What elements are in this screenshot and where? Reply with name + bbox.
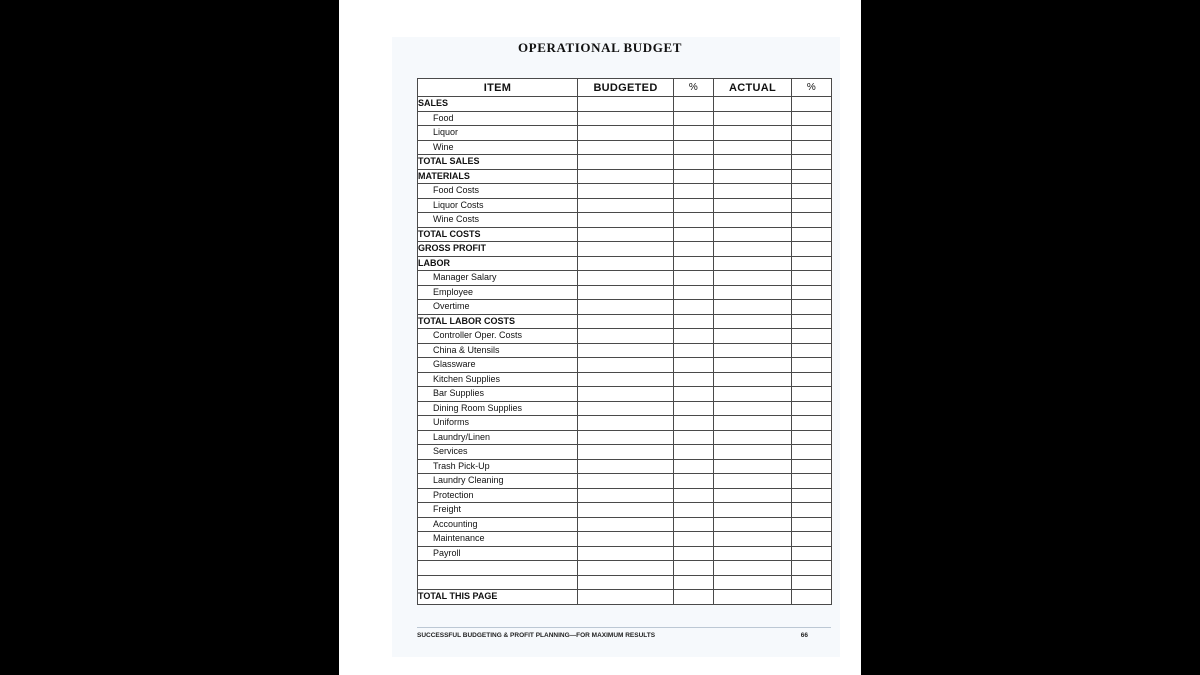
- actual-cell: [714, 488, 792, 503]
- actual-pct-cell: [792, 503, 832, 518]
- budgeted-cell: [578, 387, 674, 402]
- item-label-cell: Liquor: [418, 126, 578, 141]
- actual-cell: [714, 140, 792, 155]
- table-row: [418, 285, 832, 300]
- actual-pct-cell: [792, 314, 832, 329]
- item-label-cell: China & Utensils: [418, 343, 578, 358]
- actual-cell: [714, 459, 792, 474]
- actual-cell: [714, 285, 792, 300]
- page-title: OPERATIONAL BUDGET: [517, 40, 683, 55]
- table-row: [418, 532, 832, 547]
- table-row: [418, 314, 832, 329]
- budgeted-cell: [578, 416, 674, 431]
- table-row: [418, 546, 832, 561]
- budgeted-cell: [578, 97, 674, 112]
- item-label-cell: Dining Room Supplies: [418, 401, 578, 416]
- item-label-cell: Accounting: [418, 517, 578, 532]
- item-label-cell: Services: [418, 445, 578, 460]
- item-label-cell: Food: [418, 111, 578, 126]
- budgeted-cell: [578, 242, 674, 257]
- table-row: [418, 416, 832, 431]
- budgeted-pct-cell: [674, 343, 714, 358]
- actual-pct-cell: [792, 329, 832, 344]
- item-label-cell: TOTAL LABOR COSTS: [418, 314, 578, 329]
- page-footer: [417, 627, 831, 639]
- actual-cell: [714, 227, 792, 242]
- budgeted-cell: [578, 213, 674, 228]
- actual-cell: [714, 372, 792, 387]
- actual-cell: [714, 256, 792, 271]
- column-header-budgeted: BUDGETED: [578, 79, 674, 97]
- budgeted-cell: [578, 111, 674, 126]
- table-row: [418, 358, 832, 373]
- item-label-cell: SALES: [418, 97, 578, 112]
- item-label-cell: GROSS PROFIT: [418, 242, 578, 257]
- budgeted-pct-cell: [674, 401, 714, 416]
- budget-table: [417, 78, 832, 605]
- budgeted-pct-cell: [674, 372, 714, 387]
- table-row: [418, 474, 832, 489]
- actual-cell: [714, 111, 792, 126]
- actual-pct-cell: [792, 459, 832, 474]
- table-row: [418, 575, 832, 590]
- item-label-cell: Food Costs: [418, 184, 578, 199]
- actual-pct-cell: [792, 590, 832, 605]
- budgeted-pct-cell: [674, 416, 714, 431]
- item-label-cell: TOTAL COSTS: [418, 227, 578, 242]
- item-label-cell: [418, 561, 578, 576]
- table-row: [418, 155, 832, 170]
- actual-cell: [714, 213, 792, 228]
- budgeted-cell: [578, 329, 674, 344]
- budgeted-pct-cell: [674, 387, 714, 402]
- table-row: [418, 503, 832, 518]
- actual-pct-cell: [792, 358, 832, 373]
- column-header-actual-pct: %: [792, 79, 832, 97]
- table-row: [418, 271, 832, 286]
- actual-pct-cell: [792, 474, 832, 489]
- item-label-cell: Laundry/Linen: [418, 430, 578, 445]
- table-row: [418, 459, 832, 474]
- budgeted-pct-cell: [674, 503, 714, 518]
- budgeted-cell: [578, 445, 674, 460]
- budgeted-pct-cell: [674, 459, 714, 474]
- actual-pct-cell: [792, 169, 832, 184]
- table-header-row: [418, 79, 832, 97]
- item-label-cell: TOTAL SALES: [418, 155, 578, 170]
- actual-pct-cell: [792, 575, 832, 590]
- actual-cell: [714, 445, 792, 460]
- budgeted-pct-cell: [674, 155, 714, 170]
- actual-cell: [714, 169, 792, 184]
- item-label-cell: Freight: [418, 503, 578, 518]
- actual-cell: [714, 184, 792, 199]
- actual-cell: [714, 97, 792, 112]
- actual-pct-cell: [792, 387, 832, 402]
- budgeted-cell: [578, 227, 674, 242]
- budgeted-pct-cell: [674, 184, 714, 199]
- table-row: [418, 372, 832, 387]
- budgeted-cell: [578, 372, 674, 387]
- actual-pct-cell: [792, 517, 832, 532]
- actual-cell: [714, 155, 792, 170]
- actual-pct-cell: [792, 546, 832, 561]
- budgeted-cell: [578, 474, 674, 489]
- budgeted-cell: [578, 488, 674, 503]
- actual-pct-cell: [792, 97, 832, 112]
- item-label-cell: Bar Supplies: [418, 387, 578, 402]
- item-label-cell: Wine Costs: [418, 213, 578, 228]
- table-row: [418, 169, 832, 184]
- table-row: [418, 213, 832, 228]
- actual-pct-cell: [792, 271, 832, 286]
- budgeted-cell: [578, 314, 674, 329]
- actual-cell: [714, 430, 792, 445]
- budgeted-pct-cell: [674, 532, 714, 547]
- column-header-budgeted-pct: %: [674, 79, 714, 97]
- budgeted-pct-cell: [674, 97, 714, 112]
- actual-pct-cell: [792, 242, 832, 257]
- budgeted-cell: [578, 300, 674, 315]
- budgeted-pct-cell: [674, 300, 714, 315]
- actual-cell: [714, 575, 792, 590]
- actual-pct-cell: [792, 561, 832, 576]
- table-row: [418, 140, 832, 155]
- budgeted-pct-cell: [674, 126, 714, 141]
- actual-pct-cell: [792, 488, 832, 503]
- table-row: [418, 590, 832, 605]
- budgeted-pct-cell: [674, 227, 714, 242]
- budgeted-pct-cell: [674, 169, 714, 184]
- budgeted-pct-cell: [674, 111, 714, 126]
- table-row: [418, 184, 832, 199]
- item-label-cell: Wine: [418, 140, 578, 155]
- column-header-item: ITEM: [418, 79, 578, 97]
- table-row: [418, 242, 832, 257]
- item-label-cell: Maintenance: [418, 532, 578, 547]
- budgeted-pct-cell: [674, 561, 714, 576]
- item-label-cell: Controller Oper. Costs: [418, 329, 578, 344]
- actual-pct-cell: [792, 111, 832, 126]
- budgeted-pct-cell: [674, 575, 714, 590]
- table-row: [418, 387, 832, 402]
- budgeted-pct-cell: [674, 546, 714, 561]
- item-label-cell: Uniforms: [418, 416, 578, 431]
- budgeted-pct-cell: [674, 590, 714, 605]
- budgeted-pct-cell: [674, 256, 714, 271]
- actual-cell: [714, 561, 792, 576]
- budgeted-cell: [578, 546, 674, 561]
- budgeted-pct-cell: [674, 285, 714, 300]
- table-row: [418, 111, 832, 126]
- budgeted-cell: [578, 575, 674, 590]
- actual-pct-cell: [792, 445, 832, 460]
- item-label-cell: Payroll: [418, 546, 578, 561]
- budgeted-cell: [578, 285, 674, 300]
- budgeted-pct-cell: [674, 445, 714, 460]
- item-label-cell: Protection: [418, 488, 578, 503]
- budgeted-cell: [578, 430, 674, 445]
- table-row: [418, 329, 832, 344]
- budgeted-pct-cell: [674, 430, 714, 445]
- budgeted-pct-cell: [674, 517, 714, 532]
- table-row: [418, 227, 832, 242]
- table-row: [418, 256, 832, 271]
- actual-cell: [714, 358, 792, 373]
- item-label-cell: Glassware: [418, 358, 578, 373]
- actual-cell: [714, 343, 792, 358]
- budgeted-pct-cell: [674, 140, 714, 155]
- budgeted-pct-cell: [674, 358, 714, 373]
- table-row: [418, 517, 832, 532]
- actual-cell: [714, 503, 792, 518]
- footer-text: SUCCESSFUL BUDGETING & PROFIT PLANNING—FOR MAXIMUM RESULTS: [417, 632, 656, 639]
- actual-cell: [714, 474, 792, 489]
- table-row: [418, 300, 832, 315]
- actual-cell: [714, 590, 792, 605]
- actual-cell: [714, 532, 792, 547]
- actual-pct-cell: [792, 372, 832, 387]
- budgeted-cell: [578, 532, 674, 547]
- actual-cell: [714, 401, 792, 416]
- actual-pct-cell: [792, 126, 832, 141]
- table-row: [418, 561, 832, 576]
- item-label-cell: Manager Salary: [418, 271, 578, 286]
- item-label-cell: Employee: [418, 285, 578, 300]
- item-label-cell: Liquor Costs: [418, 198, 578, 213]
- actual-pct-cell: [792, 416, 832, 431]
- actual-pct-cell: [792, 430, 832, 445]
- actual-pct-cell: [792, 300, 832, 315]
- actual-pct-cell: [792, 532, 832, 547]
- actual-pct-cell: [792, 198, 832, 213]
- item-label-cell: [418, 575, 578, 590]
- page-number: 66: [800, 632, 808, 639]
- budgeted-cell: [578, 155, 674, 170]
- actual-cell: [714, 546, 792, 561]
- budgeted-pct-cell: [674, 198, 714, 213]
- actual-cell: [714, 271, 792, 286]
- table-row: [418, 430, 832, 445]
- budgeted-cell: [578, 343, 674, 358]
- table-row: [418, 126, 832, 141]
- budgeted-cell: [578, 561, 674, 576]
- item-label-cell: Trash Pick-Up: [418, 459, 578, 474]
- budgeted-pct-cell: [674, 213, 714, 228]
- actual-pct-cell: [792, 155, 832, 170]
- budgeted-pct-cell: [674, 271, 714, 286]
- item-label-cell: LABOR: [418, 256, 578, 271]
- actual-cell: [714, 314, 792, 329]
- budgeted-cell: [578, 271, 674, 286]
- budgeted-cell: [578, 517, 674, 532]
- budgeted-cell: [578, 459, 674, 474]
- actual-pct-cell: [792, 285, 832, 300]
- actual-pct-cell: [792, 184, 832, 199]
- item-label-cell: Overtime: [418, 300, 578, 315]
- actual-cell: [714, 126, 792, 141]
- budgeted-cell: [578, 184, 674, 199]
- budgeted-cell: [578, 590, 674, 605]
- table-row: [418, 198, 832, 213]
- table-row: [418, 488, 832, 503]
- budgeted-pct-cell: [674, 474, 714, 489]
- actual-pct-cell: [792, 343, 832, 358]
- actual-cell: [714, 517, 792, 532]
- budgeted-pct-cell: [674, 314, 714, 329]
- table-row: [418, 401, 832, 416]
- item-label-cell: TOTAL THIS PAGE: [418, 590, 578, 605]
- budgeted-cell: [578, 503, 674, 518]
- column-header-actual: ACTUAL: [714, 79, 792, 97]
- budget-table-body: [418, 97, 832, 605]
- actual-cell: [714, 416, 792, 431]
- table-row: [418, 445, 832, 460]
- item-label-cell: Kitchen Supplies: [418, 372, 578, 387]
- actual-cell: [714, 300, 792, 315]
- item-label-cell: Laundry Cleaning: [418, 474, 578, 489]
- budgeted-cell: [578, 256, 674, 271]
- actual-cell: [714, 242, 792, 257]
- table-row: [418, 343, 832, 358]
- table-row: [418, 97, 832, 112]
- budgeted-cell: [578, 140, 674, 155]
- budgeted-cell: [578, 198, 674, 213]
- actual-pct-cell: [792, 401, 832, 416]
- actual-pct-cell: [792, 256, 832, 271]
- item-label-cell: MATERIALS: [418, 169, 578, 184]
- actual-cell: [714, 198, 792, 213]
- budgeted-cell: [578, 126, 674, 141]
- budgeted-pct-cell: [674, 242, 714, 257]
- actual-cell: [714, 329, 792, 344]
- actual-pct-cell: [792, 227, 832, 242]
- budgeted-cell: [578, 169, 674, 184]
- budgeted-cell: [578, 401, 674, 416]
- budgeted-cell: [578, 358, 674, 373]
- actual-pct-cell: [792, 213, 832, 228]
- actual-pct-cell: [792, 140, 832, 155]
- actual-cell: [714, 387, 792, 402]
- budgeted-pct-cell: [674, 329, 714, 344]
- budgeted-pct-cell: [674, 488, 714, 503]
